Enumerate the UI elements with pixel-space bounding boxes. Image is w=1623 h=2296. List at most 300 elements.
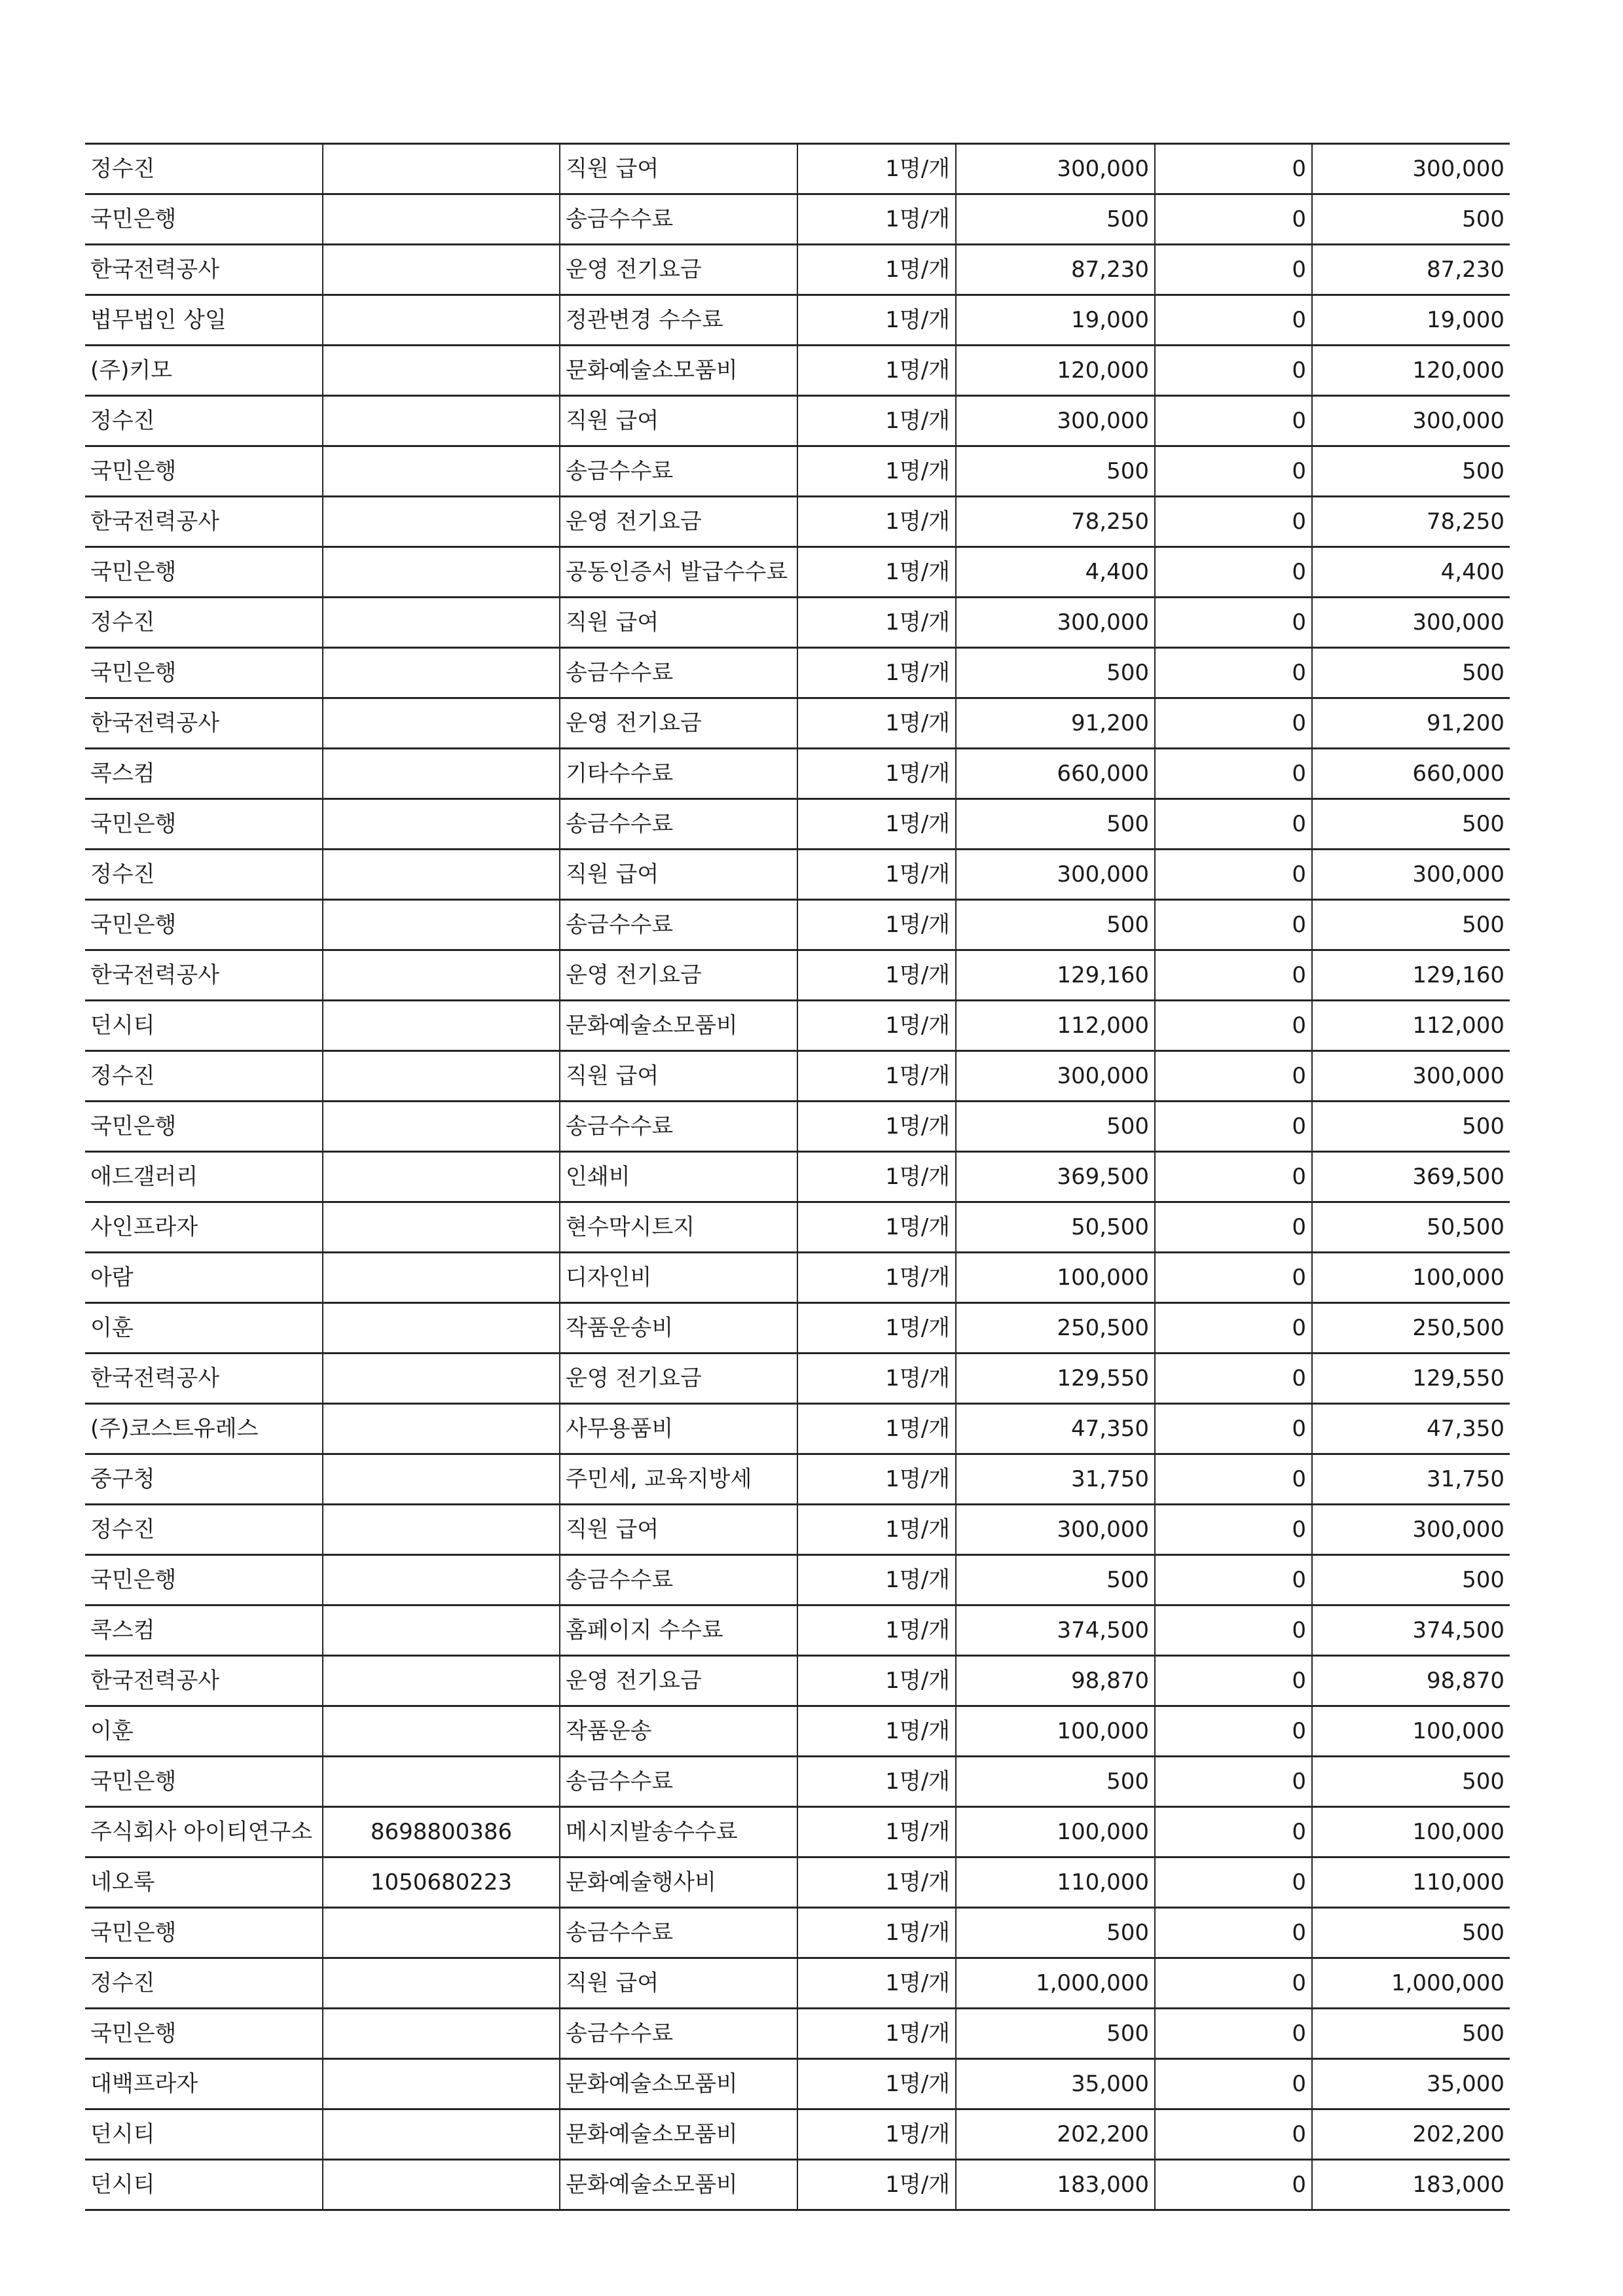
registration-number-cell	[323, 396, 560, 446]
amount-cell-text: 100,000	[1057, 1265, 1149, 1291]
vendor-cell-text: 이훈	[90, 1718, 134, 1744]
expense-item-cell-text: 홈페이지 수수료	[566, 1617, 723, 1643]
quantity-cell-text: 1명/개	[885, 1869, 950, 1895]
expense-item-cell	[560, 295, 797, 346]
vendor-cell-text: 국민은행	[90, 1567, 177, 1593]
tax-cell	[1155, 1958, 1312, 2009]
total-cell-text: 100,000	[1412, 1265, 1504, 1291]
amount-cell	[956, 698, 1155, 749]
quantity-cell	[797, 2009, 956, 2059]
total-cell-text: 120,000	[1412, 357, 1504, 384]
total-cell-text: 500	[1462, 811, 1504, 837]
expense-item-cell-text: 송금수수료	[566, 2020, 674, 2047]
total-cell	[1312, 1958, 1510, 2009]
expense-item-cell-text: 직원 급여	[566, 1516, 659, 1543]
amount-cell	[956, 1354, 1155, 1404]
tax-cell-text: 0	[1292, 1265, 1306, 1291]
amount-cell	[956, 1001, 1155, 1051]
vendor-cell-text: 중구청	[90, 1466, 155, 1492]
table-row	[85, 1454, 1510, 1505]
tax-cell-text: 0	[1292, 1970, 1306, 1996]
vendor-cell-text: 이훈	[90, 1315, 134, 1341]
total-cell	[1312, 1857, 1510, 1908]
amount-cell-text: 500	[1106, 2020, 1149, 2047]
tax-cell	[1155, 245, 1312, 295]
quantity-cell	[797, 194, 956, 245]
total-cell-text: 300,000	[1412, 861, 1504, 888]
quantity-cell-text: 1명/개	[885, 156, 950, 182]
expense-item-cell	[560, 497, 797, 547]
registration-number-cell-text: 1050680223	[370, 1869, 513, 1895]
total-cell-text: 100,000	[1412, 1718, 1504, 1744]
total-cell	[1312, 698, 1510, 749]
expense-item-cell	[560, 1857, 797, 1908]
amount-cell-text: 500	[1106, 1920, 1149, 1946]
amount-cell	[956, 1152, 1155, 1202]
quantity-cell	[797, 648, 956, 698]
expense-item-cell	[560, 2160, 797, 2210]
registration-number-cell	[323, 1454, 560, 1505]
table-row	[85, 1656, 1510, 1706]
quantity-cell-text: 1명/개	[885, 1466, 950, 1492]
expense-item-cell-text: 작품운송	[566, 1718, 652, 1744]
quantity-cell-text: 1명/개	[885, 2071, 950, 2097]
total-cell-text: 500	[1462, 1768, 1504, 1795]
total-cell-text: 31,750	[1427, 1466, 1504, 1492]
expense-item-cell-text: 문화예술소모품비	[566, 1013, 738, 1039]
registration-number-cell	[323, 497, 560, 547]
vendor-cell-text: 한국전력공사	[90, 509, 220, 535]
quantity-cell	[797, 1706, 956, 1757]
expense-item-cell	[560, 1454, 797, 1505]
quantity-cell-text: 1명/개	[885, 1013, 950, 1039]
vendor-cell	[85, 2109, 323, 2160]
table-row	[85, 245, 1510, 295]
expense-item-cell	[560, 1001, 797, 1051]
total-cell	[1312, 1757, 1510, 1807]
quantity-cell-text: 1명/개	[885, 1315, 950, 1341]
tax-cell-text: 0	[1292, 1768, 1306, 1795]
registration-number-cell	[323, 698, 560, 749]
expense-item-cell-text: 송금수수료	[566, 1768, 674, 1795]
total-cell	[1312, 547, 1510, 598]
total-cell-text: 183,000	[1412, 2172, 1504, 2198]
amount-cell-text: 500	[1106, 912, 1149, 938]
expense-item-cell	[560, 1051, 797, 1102]
vendor-cell-text: 한국전력공사	[90, 1365, 220, 1391]
total-cell-text: 660,000	[1412, 761, 1504, 787]
vendor-cell	[85, 1404, 323, 1454]
total-cell	[1312, 749, 1510, 799]
total-cell	[1312, 1102, 1510, 1152]
table-row	[85, 1807, 1510, 1857]
expense-item-cell-text: 송금수수료	[566, 912, 674, 938]
expense-item-cell	[560, 749, 797, 799]
vendor-cell-text: 네오룩	[90, 1869, 155, 1895]
expense-item-cell-text: 인쇄비	[566, 1164, 630, 1190]
expense-item-cell-text: 디자인비	[566, 1265, 652, 1291]
total-cell-text: 300,000	[1412, 156, 1504, 182]
quantity-cell-text: 1명/개	[885, 206, 950, 232]
expense-item-cell-text: 기타수수료	[566, 761, 674, 787]
table-row	[85, 446, 1510, 497]
registration-number-cell	[323, 547, 560, 598]
registration-number-cell	[323, 1757, 560, 1807]
quantity-cell-text: 1명/개	[885, 609, 950, 636]
quantity-cell-text: 1명/개	[885, 1718, 950, 1744]
quantity-cell	[797, 1001, 956, 1051]
tax-cell	[1155, 194, 1312, 245]
tax-cell-text: 0	[1292, 710, 1306, 736]
tax-cell	[1155, 850, 1312, 900]
total-cell-text: 500	[1462, 1113, 1504, 1139]
table-row	[85, 295, 1510, 346]
table-row	[85, 1001, 1510, 1051]
total-cell	[1312, 1253, 1510, 1303]
quantity-cell-text: 1명/개	[885, 509, 950, 535]
total-cell	[1312, 1605, 1510, 1656]
amount-cell-text: 110,000	[1057, 1869, 1149, 1895]
total-cell	[1312, 1555, 1510, 1605]
amount-cell	[956, 1958, 1155, 2009]
quantity-cell-text: 1명/개	[885, 1113, 950, 1139]
quantity-cell-text: 1명/개	[885, 408, 950, 434]
expense-item-cell-text: 정관변경 수수료	[566, 307, 723, 333]
quantity-cell	[797, 698, 956, 749]
expense-item-cell	[560, 1958, 797, 2009]
total-cell	[1312, 2009, 1510, 2059]
registration-number-cell	[323, 144, 560, 194]
amount-cell-text: 500	[1106, 1113, 1149, 1139]
table-row	[85, 1404, 1510, 1454]
expense-item-cell	[560, 547, 797, 598]
quantity-cell-text: 1명/개	[885, 660, 950, 686]
quantity-cell	[797, 346, 956, 396]
table-row	[85, 1908, 1510, 1958]
vendor-cell-text: 정수진	[90, 156, 155, 182]
quantity-cell	[797, 1807, 956, 1857]
total-cell	[1312, 396, 1510, 446]
tax-cell	[1155, 547, 1312, 598]
quantity-cell-text: 1명/개	[885, 761, 950, 787]
amount-cell	[956, 950, 1155, 1001]
expense-item-cell	[560, 698, 797, 749]
table-row	[85, 346, 1510, 396]
amount-cell	[956, 245, 1155, 295]
tax-cell	[1155, 648, 1312, 698]
table-row	[85, 1354, 1510, 1404]
vendor-cell	[85, 850, 323, 900]
total-cell-text: 129,550	[1412, 1365, 1504, 1391]
quantity-cell	[797, 1404, 956, 1454]
expense-item-cell-text: 송금수수료	[566, 660, 674, 686]
vendor-cell	[85, 1706, 323, 1757]
expense-item-cell-text: 직원 급여	[566, 156, 659, 182]
quantity-cell-text: 1명/개	[885, 1768, 950, 1795]
amount-cell	[956, 1706, 1155, 1757]
amount-cell-text: 35,000	[1071, 2071, 1149, 2097]
amount-cell-text: 129,550	[1057, 1365, 1149, 1391]
total-cell-text: 369,500	[1412, 1164, 1504, 1190]
amount-cell	[956, 194, 1155, 245]
tax-cell-text: 0	[1292, 1164, 1306, 1190]
registration-number-cell-text: 8698800386	[370, 1819, 513, 1845]
tax-cell-text: 0	[1292, 2172, 1306, 2198]
tax-cell	[1155, 295, 1312, 346]
vendor-cell-text: 정수진	[90, 1063, 155, 1089]
registration-number-cell	[323, 2009, 560, 2059]
tax-cell-text: 0	[1292, 1416, 1306, 1442]
amount-cell	[956, 1857, 1155, 1908]
expense-item-cell-text: 직원 급여	[566, 1970, 659, 1996]
quantity-cell	[797, 144, 956, 194]
table-row	[85, 2109, 1510, 2160]
amount-cell	[956, 1656, 1155, 1706]
total-cell-text: 500	[1462, 1920, 1504, 1946]
amount-cell	[956, 446, 1155, 497]
registration-number-cell	[323, 1102, 560, 1152]
quantity-cell	[797, 1908, 956, 1958]
vendor-cell-text: 애드갤러리	[90, 1164, 198, 1190]
tax-cell-text: 0	[1292, 509, 1306, 535]
tax-cell-text: 0	[1292, 156, 1306, 182]
expense-item-cell-text: 사무용품비	[566, 1416, 674, 1442]
expense-item-cell	[560, 1555, 797, 1605]
amount-cell	[956, 2009, 1155, 2059]
tax-cell-text: 0	[1292, 257, 1306, 283]
vendor-cell-text: (주)코스트유레스	[90, 1416, 259, 1442]
total-cell-text: 91,200	[1427, 710, 1504, 736]
amount-cell	[956, 850, 1155, 900]
quantity-cell	[797, 245, 956, 295]
total-cell-text: 78,250	[1427, 509, 1504, 535]
vendor-cell-text: 정수진	[90, 861, 155, 888]
tax-cell	[1155, 1857, 1312, 1908]
amount-cell-text: 500	[1106, 458, 1149, 484]
quantity-cell-text: 1명/개	[885, 1365, 950, 1391]
registration-number-cell	[323, 1354, 560, 1404]
expense-item-cell-text: 공동인증서 발급수수료	[566, 558, 788, 585]
expense-item-cell	[560, 144, 797, 194]
tax-cell	[1155, 1303, 1312, 1354]
registration-number-cell	[323, 1051, 560, 1102]
vendor-cell-text: 던시티	[90, 1013, 155, 1039]
registration-number-cell	[323, 1706, 560, 1757]
quantity-cell-text: 1명/개	[885, 912, 950, 938]
quantity-cell-text: 1명/개	[885, 1617, 950, 1643]
registration-number-cell	[323, 1857, 560, 1908]
table-row	[85, 950, 1510, 1001]
table-row	[85, 1706, 1510, 1757]
total-cell	[1312, 2160, 1510, 2210]
tax-cell-text: 0	[1292, 1063, 1306, 1089]
tax-cell	[1155, 1505, 1312, 1555]
vendor-cell-text: 국민은행	[90, 2020, 177, 2047]
registration-number-cell	[323, 2109, 560, 2160]
quantity-cell	[797, 749, 956, 799]
registration-number-cell	[323, 850, 560, 900]
tax-cell-text: 0	[1292, 2121, 1306, 2147]
tax-cell	[1155, 497, 1312, 547]
quantity-cell	[797, 850, 956, 900]
expense-item-cell	[560, 799, 797, 850]
vendor-cell	[85, 1555, 323, 1605]
tax-cell-text: 0	[1292, 1365, 1306, 1391]
tax-cell	[1155, 1152, 1312, 1202]
registration-number-cell	[323, 950, 560, 1001]
table-row	[85, 698, 1510, 749]
expense-item-cell	[560, 1807, 797, 1857]
amount-cell	[956, 598, 1155, 648]
table-row	[85, 799, 1510, 850]
expense-item-cell-text: 운영 전기요금	[566, 1365, 702, 1391]
vendor-cell	[85, 1202, 323, 1253]
table-row	[85, 598, 1510, 648]
expense-item-cell-text: 송금수수료	[566, 1113, 674, 1139]
amount-cell-text: 660,000	[1057, 761, 1149, 787]
registration-number-cell	[323, 245, 560, 295]
table-row	[85, 1202, 1510, 1253]
amount-cell-text: 300,000	[1057, 609, 1149, 636]
tax-cell-text: 0	[1292, 357, 1306, 384]
quantity-cell	[797, 1757, 956, 1807]
expense-item-cell-text: 운영 전기요금	[566, 710, 702, 736]
total-cell-text: 500	[1462, 660, 1504, 686]
table-row	[85, 396, 1510, 446]
amount-cell	[956, 1202, 1155, 1253]
tax-cell	[1155, 2009, 1312, 2059]
tax-cell-text: 0	[1292, 307, 1306, 333]
quantity-cell	[797, 1555, 956, 1605]
amount-cell	[956, 1807, 1155, 1857]
tax-cell	[1155, 749, 1312, 799]
table-row	[85, 1857, 1510, 1908]
total-cell-text: 500	[1462, 2020, 1504, 2047]
vendor-cell	[85, 698, 323, 749]
tax-cell-text: 0	[1292, 1718, 1306, 1744]
vendor-cell	[85, 1102, 323, 1152]
expense-item-cell	[560, 1354, 797, 1404]
tax-cell	[1155, 1253, 1312, 1303]
total-cell	[1312, 2059, 1510, 2109]
amount-cell	[956, 799, 1155, 850]
amount-cell-text: 500	[1106, 660, 1149, 686]
tax-cell	[1155, 446, 1312, 497]
quantity-cell	[797, 900, 956, 950]
total-cell	[1312, 144, 1510, 194]
registration-number-cell	[323, 1152, 560, 1202]
registration-number-cell	[323, 749, 560, 799]
amount-cell-text: 300,000	[1057, 861, 1149, 888]
table-row	[85, 1958, 1510, 2009]
quantity-cell	[797, 950, 956, 1001]
total-cell	[1312, 648, 1510, 698]
amount-cell	[956, 1605, 1155, 1656]
vendor-cell-text: 국민은행	[90, 559, 177, 585]
amount-cell	[956, 2109, 1155, 2160]
table-row	[85, 194, 1510, 245]
expense-item-cell-text: 문화예술소모품비	[566, 2172, 738, 2198]
registration-number-cell	[323, 1253, 560, 1303]
tax-cell	[1155, 2160, 1312, 2210]
total-cell	[1312, 1706, 1510, 1757]
amount-cell	[956, 1253, 1155, 1303]
vendor-cell-text: (주)키모	[90, 357, 173, 384]
vendor-cell-text: 던시티	[90, 2121, 155, 2147]
quantity-cell	[797, 1605, 956, 1656]
amount-cell-text: 500	[1106, 1567, 1149, 1593]
total-cell-text: 300,000	[1412, 609, 1504, 636]
vendor-cell-text: 콕스컴	[90, 761, 155, 787]
vendor-cell-text: 국민은행	[90, 660, 177, 686]
vendor-cell-text: 국민은행	[90, 1920, 177, 1946]
expense-item-cell-text: 문화예술소모품비	[566, 357, 738, 384]
tax-cell-text: 0	[1292, 962, 1306, 988]
expense-item-cell	[560, 850, 797, 900]
amount-cell	[956, 497, 1155, 547]
table-row	[85, 850, 1510, 900]
total-cell	[1312, 446, 1510, 497]
vendor-cell-text: 대백프라자	[90, 2071, 198, 2097]
registration-number-cell	[323, 1958, 560, 2009]
amount-cell-text: 202,200	[1057, 2121, 1149, 2147]
total-cell	[1312, 1404, 1510, 1454]
vendor-cell-text: 사인프라자	[90, 1214, 198, 1240]
expense-item-cell	[560, 446, 797, 497]
table-row	[85, 1505, 1510, 1555]
amount-cell-text: 500	[1106, 811, 1149, 837]
tax-cell	[1155, 1051, 1312, 1102]
registration-number-cell	[323, 446, 560, 497]
quantity-cell-text: 1명/개	[885, 1668, 950, 1694]
amount-cell	[956, 346, 1155, 396]
amount-cell-text: 100,000	[1057, 1718, 1149, 1744]
tax-cell-text: 0	[1292, 912, 1306, 938]
amount-cell-text: 369,500	[1057, 1164, 1149, 1190]
vendor-cell-text: 한국전력공사	[90, 710, 220, 736]
registration-number-cell	[323, 295, 560, 346]
quantity-cell	[797, 446, 956, 497]
quantity-cell-text: 1명/개	[885, 811, 950, 837]
tax-cell	[1155, 1404, 1312, 1454]
quantity-cell	[797, 1253, 956, 1303]
tax-cell-text: 0	[1292, 1819, 1306, 1845]
tax-cell-text: 0	[1292, 1567, 1306, 1593]
total-cell-text: 47,350	[1427, 1416, 1504, 1442]
registration-number-cell	[323, 1202, 560, 1253]
expense-item-cell-text: 송금수수료	[566, 1920, 674, 1946]
table-row	[85, 547, 1510, 598]
expense-item-cell	[560, 1102, 797, 1152]
total-cell	[1312, 497, 1510, 547]
total-cell-text: 1,000,000	[1391, 1970, 1504, 1996]
vendor-cell	[85, 648, 323, 698]
quantity-cell-text: 1명/개	[885, 1516, 950, 1543]
quantity-cell	[797, 1656, 956, 1706]
amount-cell	[956, 1404, 1155, 1454]
tax-cell-text: 0	[1292, 1466, 1306, 1492]
tax-cell	[1155, 1757, 1312, 1807]
expense-item-cell-text: 운영 전기요금	[566, 962, 702, 988]
quantity-cell-text: 1명/개	[885, 1819, 950, 1845]
expense-ledger	[85, 143, 1510, 2211]
registration-number-cell	[323, 194, 560, 245]
amount-cell-text: 100,000	[1057, 1819, 1149, 1845]
quantity-cell	[797, 497, 956, 547]
tax-cell	[1155, 1555, 1312, 1605]
amount-cell-text: 183,000	[1057, 2172, 1149, 2198]
registration-number-cell	[323, 1303, 560, 1354]
